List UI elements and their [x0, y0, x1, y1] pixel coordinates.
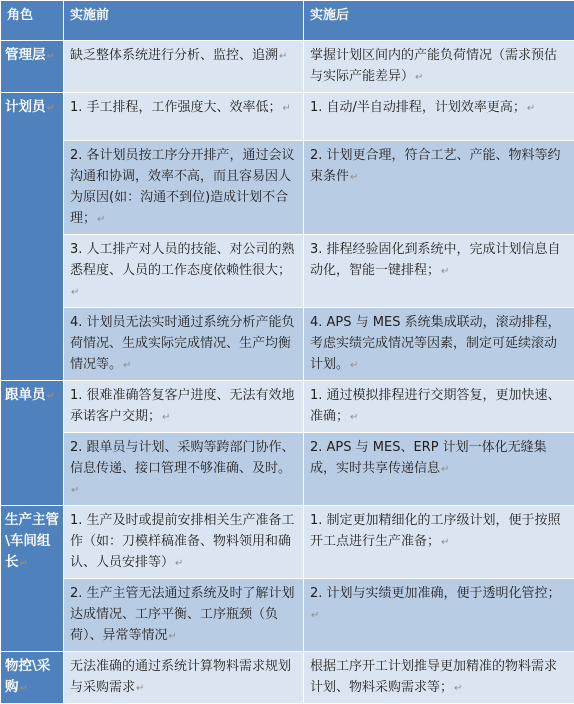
table-row [1, 93, 574, 141]
cell-text: 无法准确的通过系统计算物料需求规划与采购需求 [70, 659, 291, 695]
cell-text: 3. 排程经验固化到系统中，完成计划信息自动化，智能一键排程； [310, 242, 561, 278]
table-row [1, 506, 574, 579]
role-cell [1, 652, 64, 704]
paragraph-mark-icon: ↵ [71, 485, 79, 496]
after-cell [304, 433, 574, 506]
table-row [1, 308, 574, 381]
after-cell [304, 235, 574, 308]
before-cell [64, 308, 304, 381]
cell-text: 4. 计划员无法实时通过系统分析产能负荷情况、生成实际完成情况、生产均衡情况等。 [70, 315, 295, 372]
table-row [1, 235, 574, 308]
paragraph-mark-icon: ↵ [350, 412, 358, 423]
role-cell [1, 41, 64, 93]
table-row [1, 433, 574, 506]
role-cell [1, 381, 64, 506]
paragraph-mark-icon: ↵ [47, 391, 55, 402]
cell-text: 2. 生产主管无法通过系统及时了解计划达成情况、工序平衡、工序瓶颈（负荷）、异常等情况 [70, 586, 295, 643]
role-label: 跟单员 [5, 387, 46, 403]
before-cell [64, 381, 304, 433]
before-cell [64, 235, 304, 308]
cell-text: 掌握计划区间内的产能负荷情况（需求预估与实际产能差异） [310, 48, 557, 84]
paragraph-mark-icon: ↵ [136, 683, 144, 694]
paragraph-mark-icon: ↵ [279, 51, 287, 62]
cell-text: 2. 跟单员与计划、采购等跨部门协作、信息传递、接口管理不够准确、及时。 [70, 440, 295, 476]
after-cell [304, 579, 574, 652]
cell-text: 3. 人工排产对人员的技能、对公司的熟悉程度、人员的工作态度依赖性很大； [70, 242, 295, 278]
cell-text: 2. 各计划员按工序分开排产，通过会议沟通和协调，效率不高，而且容易因人为原因(如：沟通不到位)造成计划不合理； [70, 148, 295, 226]
cell-text: 1. 很难准确答复客户进度、无法有效地承诺客户交期； [70, 388, 295, 424]
header-before: 实施前 [64, 1, 304, 41]
role-label: 管理层 [5, 47, 46, 63]
paragraph-mark-icon: ↵ [441, 464, 449, 475]
paragraph-mark-icon: ↵ [350, 360, 358, 371]
paragraph-mark-icon: ↵ [71, 287, 79, 298]
paragraph-mark-icon: ↵ [415, 72, 423, 83]
paragraph-mark-icon: ↵ [162, 412, 170, 423]
cell-text: 2. 计划更合理，符合工艺、产能、物料等约束条件 [310, 148, 561, 184]
cell-text: 缺乏整体系统进行分析、监控、追溯 [70, 48, 278, 63]
header-role: 角色 [1, 1, 64, 41]
paragraph-mark-icon: ↵ [47, 103, 55, 114]
before-cell [64, 41, 304, 93]
paragraph-mark-icon: ↵ [20, 558, 28, 569]
cell-text: 1. 手工排程，工作强度大、效率低； [70, 100, 282, 115]
after-cell [304, 93, 574, 141]
cell-text: 1. 制定更加精细化的工序级计划，便于按照开工点进行生产准备； [310, 513, 561, 549]
header-after: 实施后 [304, 1, 574, 41]
table-row [1, 381, 574, 433]
paragraph-mark-icon: ↵ [97, 214, 105, 225]
before-cell [64, 579, 304, 652]
before-cell [64, 506, 304, 579]
role-cell [1, 93, 64, 381]
before-cell [64, 93, 304, 141]
cell-text: 1. 生产及时或提前安排相关生产准备工作（如：刀模样稿准备、物料领用和确认、人员安排等） [70, 513, 295, 570]
table-row [1, 141, 574, 235]
role-label: 物控\采购 [5, 658, 50, 695]
paragraph-mark-icon: ↵ [527, 103, 535, 114]
paragraph-mark-icon: ↵ [169, 631, 177, 642]
paragraph-mark-icon: ↵ [20, 683, 28, 694]
after-cell [304, 308, 574, 381]
role-label: 计划员 [5, 99, 46, 115]
cell-text: 2. APS 与 MES、ERP 计划一体化无缝集成，实时共享传递信息 [310, 440, 547, 476]
cell-text: 4. APS 与 MES 系统集成联动，滚动排程，考虑实绩完成情况等因素，制定可延续滚动计划。 [310, 315, 561, 372]
paragraph-mark-icon: ↵ [47, 51, 55, 62]
after-cell [304, 41, 574, 93]
paragraph-mark-icon: ↵ [311, 610, 319, 621]
paragraph-mark-icon: ↵ [123, 360, 131, 371]
cell-text: 根据工序开工计划推导更加精准的物料需求计划、物料采购需求等； [310, 659, 557, 695]
header-row [1, 1, 574, 41]
after-cell [304, 506, 574, 579]
table-row [1, 652, 574, 704]
paragraph-mark-icon: ↵ [283, 103, 291, 114]
paragraph-mark-icon: ↵ [454, 683, 462, 694]
after-cell [304, 141, 574, 235]
cell-text: 1. 自动/半自动排程，计划效率更高； [310, 100, 526, 115]
before-cell [64, 141, 304, 235]
after-cell [304, 652, 574, 704]
after-cell [304, 381, 574, 433]
paragraph-mark-icon: ↵ [441, 537, 449, 548]
table-row [1, 41, 574, 93]
paragraph-mark-icon: ↵ [441, 266, 449, 277]
role-cell [1, 506, 64, 652]
cell-text: 1. 通过模拟排程进行交期答复，更加快速、准确； [310, 388, 561, 424]
before-cell [64, 433, 304, 506]
table-row [1, 579, 574, 652]
role-label: 生产主管\车间组长 [5, 512, 59, 570]
cell-text: 2. 计划与实绩更加准确，便于透明化管控； [310, 586, 561, 601]
before-cell [64, 652, 304, 704]
paragraph-mark-icon: ↵ [175, 558, 183, 569]
paragraph-mark-icon: ↵ [350, 172, 358, 183]
